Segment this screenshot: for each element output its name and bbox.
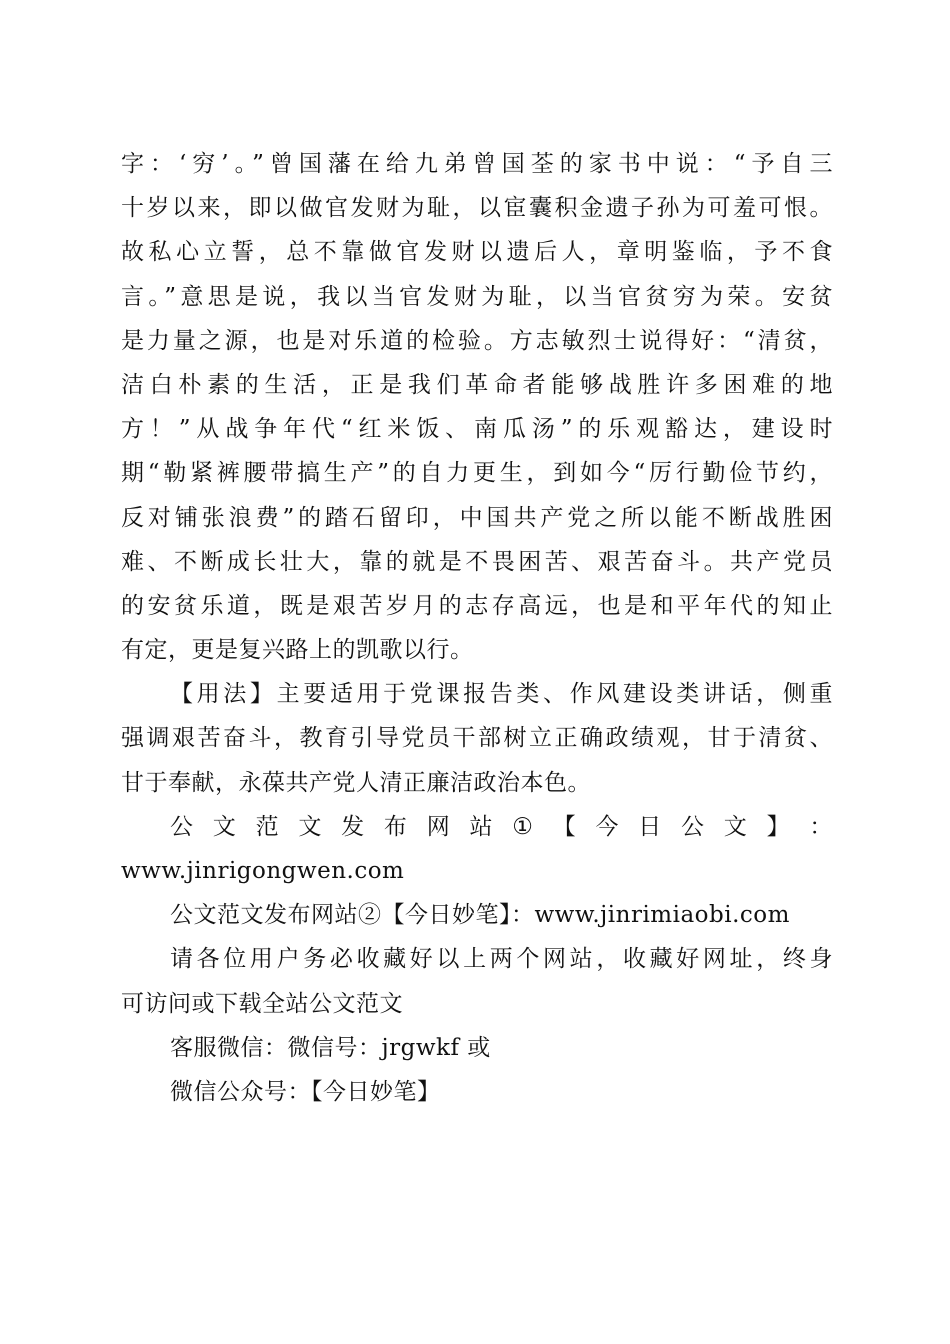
site-1-char: 日 (638, 813, 662, 840)
document-body (121, 142, 833, 1114)
text-line: 请各位用户务必收藏好以上两个网站，收藏好网址，终身 (170, 946, 833, 973)
site-1-char: 发 (341, 813, 365, 840)
site-1-char: ① (512, 813, 534, 840)
site-1-char: 今 (595, 813, 619, 840)
text-line: 反对铺张浪费”的踏石留印，中国共产党之所以能不断战胜困 (121, 504, 833, 531)
notice-paragraph (121, 937, 833, 1025)
site-1-char: ： (809, 813, 833, 840)
site-1-char: 站 (469, 813, 493, 840)
site-1-char: 网 (426, 813, 451, 840)
text-line: 十岁以来，即以做官发财为耻，以宦囊积金遗子孙为可羞可恨。 (121, 195, 833, 222)
wechat-service-line: 客服微信：微信号：jrgwkf 或 (170, 1034, 491, 1061)
text-line: 强调艰苦奋斗，教育引导党员干部树立正确政绩观，甘于清贫、 (121, 725, 833, 752)
site-1-char: 】 (766, 813, 791, 840)
paragraph-usage (121, 672, 833, 805)
site-1-char: 公 (681, 813, 705, 840)
text-line: 可访问或下载全站公文范文 (121, 990, 403, 1017)
text-line: 言。”意思是说，我以当官发财为耻，以当官贫穷为荣。安贫 (121, 283, 833, 310)
text-line: 的安贫乐道，既是艰苦岁月的志存高远，也是和平年代的知止 (121, 592, 833, 619)
text-line: 【用法】主要适用于党课报告类、作风建设类讲话，侧重 (170, 681, 833, 708)
text-line: 有定，更是复兴路上的凯歌以行。 (121, 637, 474, 664)
text-line: 洁白朴素的生活，正是我们革命者能够战胜许多困难的地 (121, 371, 833, 398)
text-line: 是力量之源，也是对乐道的检验。方志敏烈士说得好：“清贫， (121, 327, 833, 354)
site-1-char: 公 (170, 813, 194, 840)
site-1-block (121, 805, 833, 893)
text-line: 字：‘穷’。”曾国藩在给九弟曾国荃的家书中说：“予自三 (121, 151, 833, 177)
site-1-title (121, 805, 833, 849)
site-1-char: 布 (383, 813, 408, 840)
site-1-char: 文 (212, 813, 237, 840)
paragraph-1 (121, 142, 833, 672)
site-1-char: 文 (723, 813, 748, 840)
text-line: 难、不断成长壮大，靠的就是不畏困苦、艰苦奋斗。共产党员 (121, 548, 833, 575)
text-line: 方！”从战争年代“红米饭、南瓜汤”的乐观豁达，建设时 (121, 416, 833, 443)
text-line: 故私心立誓，总不靠做官发财以遗后人，章明鉴临，予不食 (121, 239, 833, 266)
wechat-public-line: 微信公众号：【今日妙笔】 (170, 1078, 441, 1105)
text-line: 期“勒紧裤腰带搞生产”的自力更生，到如今“厉行勤俭节约， (121, 460, 833, 487)
site-1-char: 【 (552, 813, 577, 840)
site-1-url: www.jinrigongwen.com (121, 858, 405, 884)
site-1-char: 范 (255, 813, 280, 840)
site-1-char: 文 (298, 813, 322, 840)
site-2-line: 公文范文发布网站②【今日妙笔】：www.jinrimiaobi.com (170, 902, 790, 929)
text-line: 甘于奉献，永葆共产党人清正廉洁政治本色。 (121, 769, 591, 796)
